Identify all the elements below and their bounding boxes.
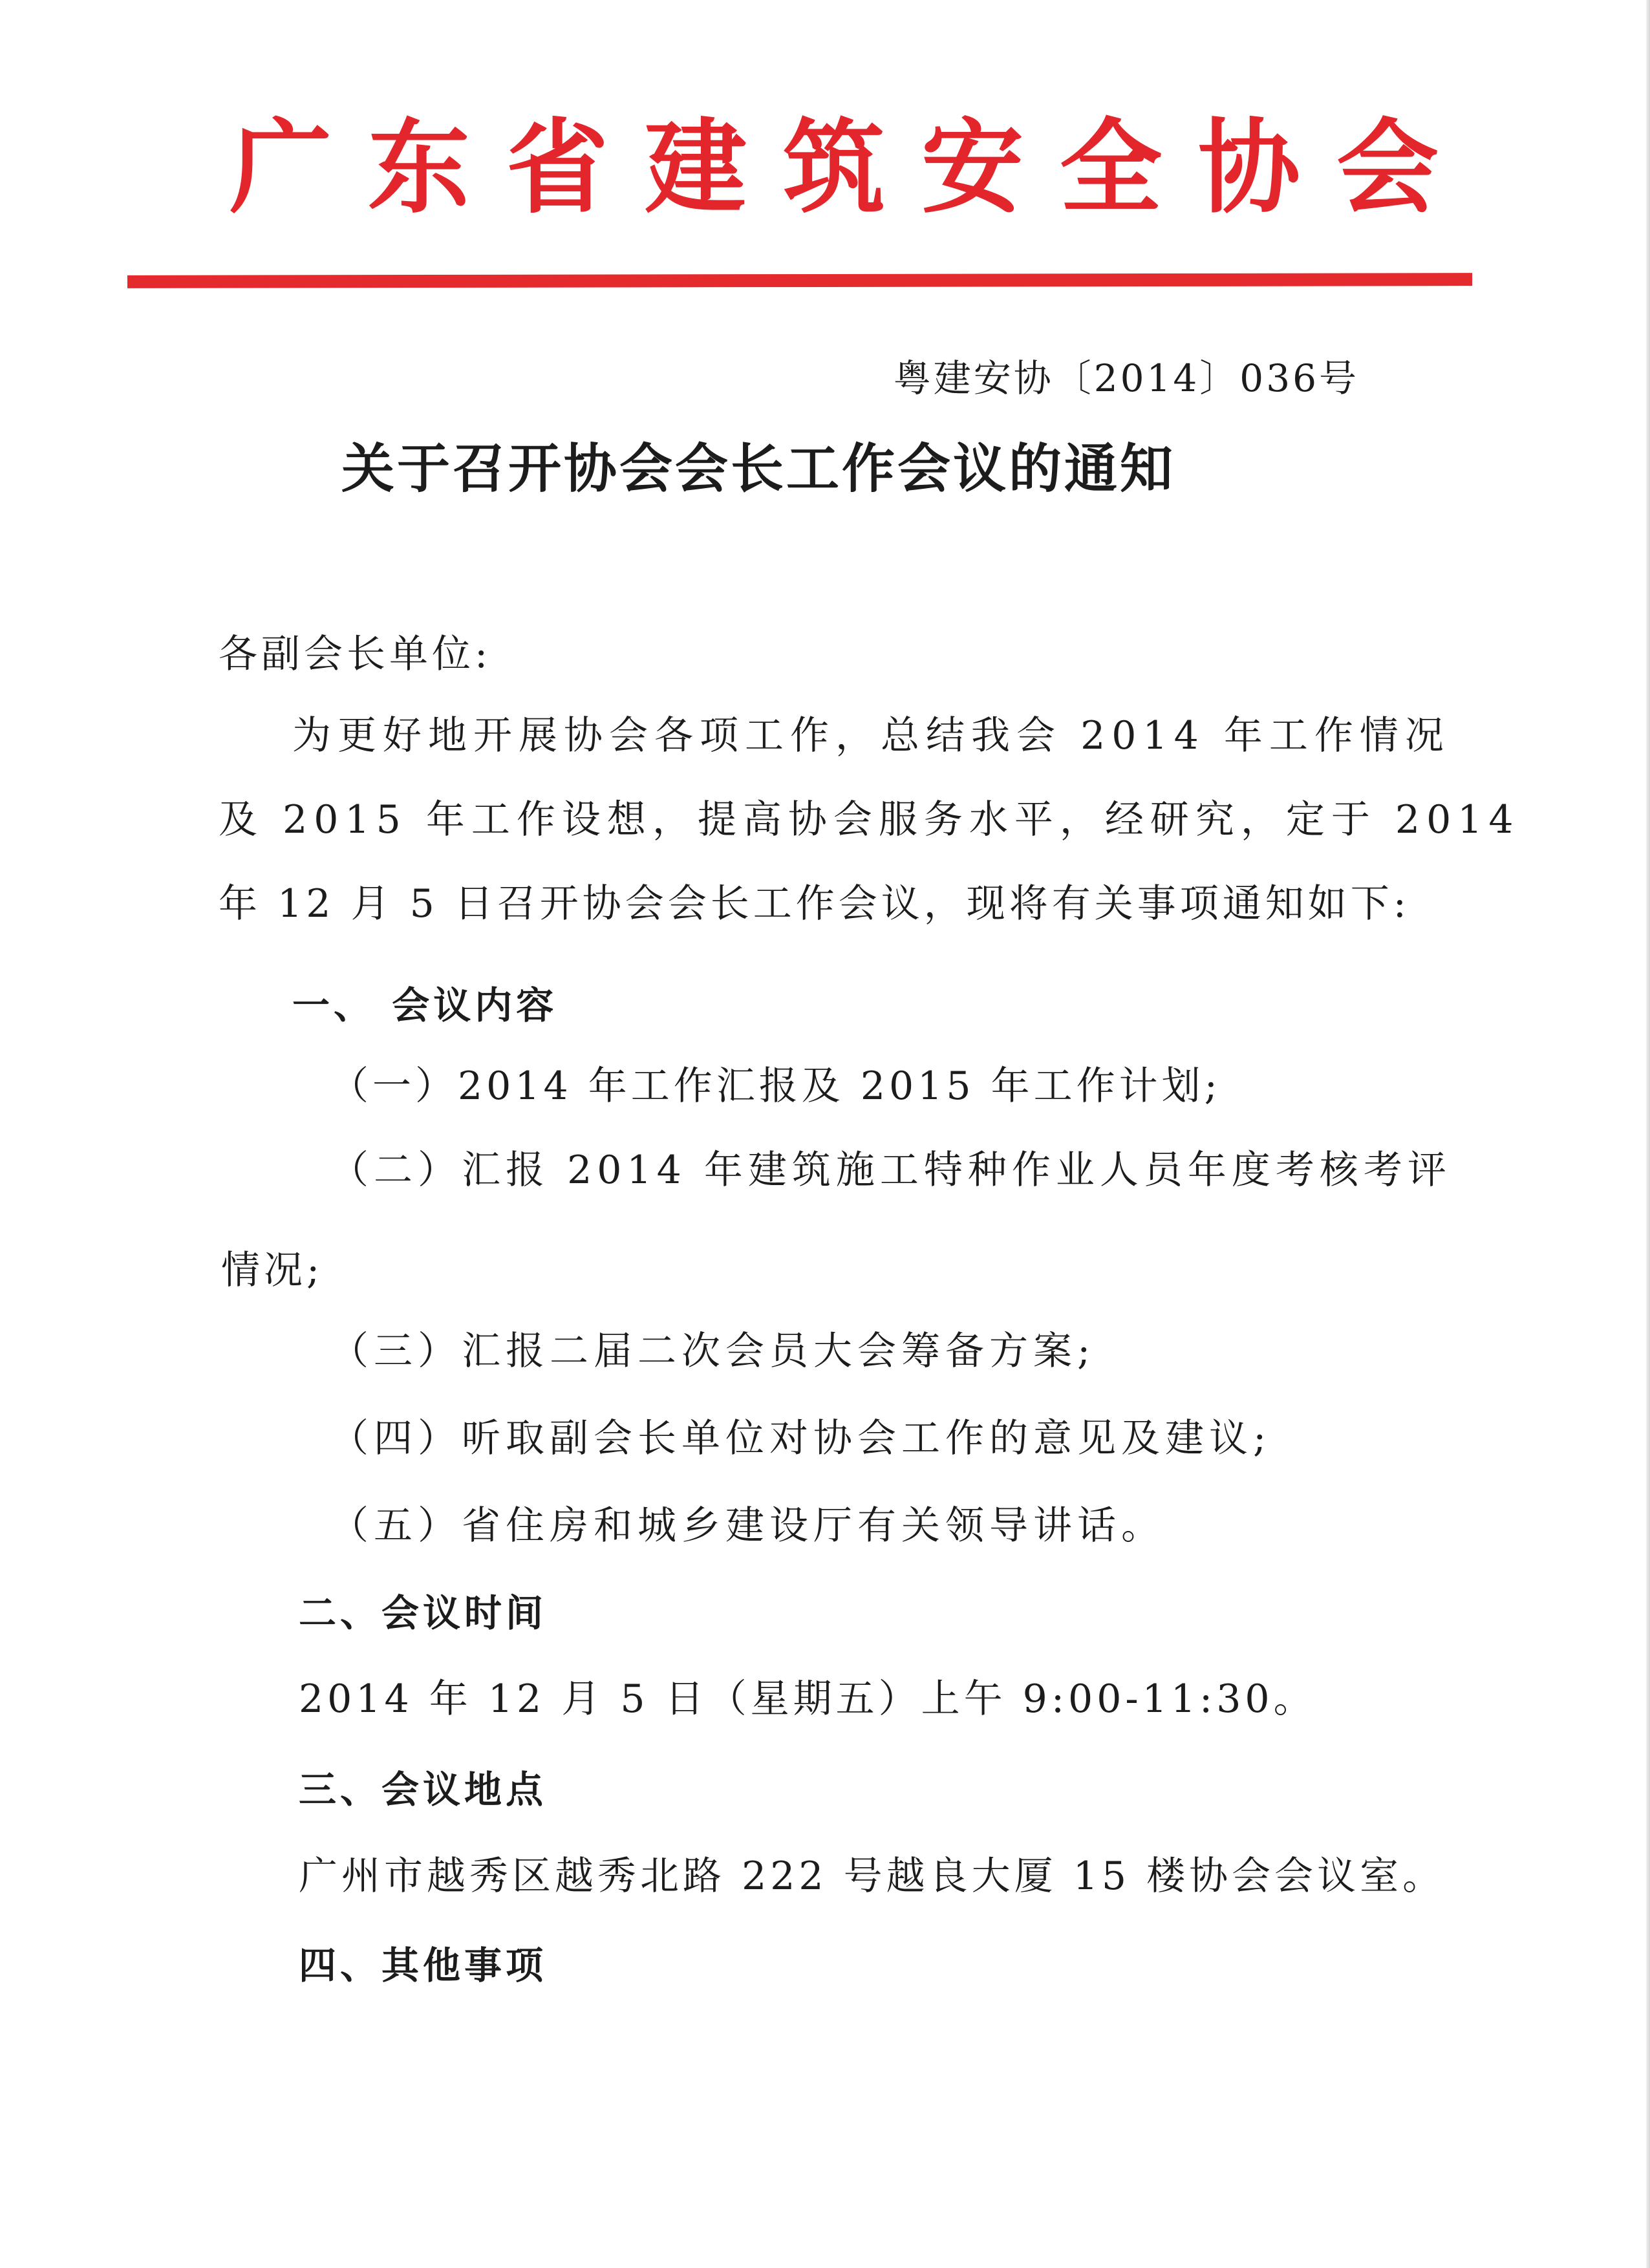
section-heading-other: 四、其他事项 [299,1943,548,1987]
salutation: 各副会长单位: [219,632,492,677]
content-item-1: （一）2014 年工作汇报及 2015 年工作计划; [330,1064,1221,1109]
intro-line-1: 为更好地开展协会各项工作，总结我会 2014 年工作情况 [292,713,1450,758]
intro-line-3: 年 12 月 5 日召开协会会长工作会议，现将有关事项通知如下: [219,881,1411,926]
document-number: 粤建安协〔2014〕036号 [893,356,1359,400]
content-item-2-continued: 情况; [221,1248,324,1293]
scan-edge-shadow [1646,0,1650,2268]
content-item-4: （四）听取副会长单位对协会工作的意见及建议; [330,1416,1272,1461]
section-heading-time: 二、会议时间 [299,1591,548,1635]
intro-line-2: 及 2015 年工作设想，提高协会服务水平，经研究，定于 2014 [219,797,1520,842]
content-item-5: （五）省住房和城乡建设厅有关领导讲话。 [330,1503,1165,1548]
content-item-3: （三）汇报二届二次会员大会筹备方案; [330,1329,1096,1374]
organization-header: 广东省建筑安全协会 [230,108,1475,228]
meeting-time: 2014 年 12 月 5 日（星期五）上午 9:00-11:30。 [299,1676,1316,1722]
section-heading-content: 一、 会议内容 [292,983,558,1027]
section-heading-place: 三、会议地点 [299,1768,548,1812]
meeting-place: 广州市越秀区越秀北路 222 号越良大厦 15 楼协会会议室。 [299,1854,1446,1899]
document-title: 关于召开协会会长工作会议的通知 [341,438,1176,500]
red-divider-line [127,273,1472,288]
content-item-2: （二）汇报 2014 年建筑施工特种作业人员年度考核考评 [330,1148,1452,1193]
